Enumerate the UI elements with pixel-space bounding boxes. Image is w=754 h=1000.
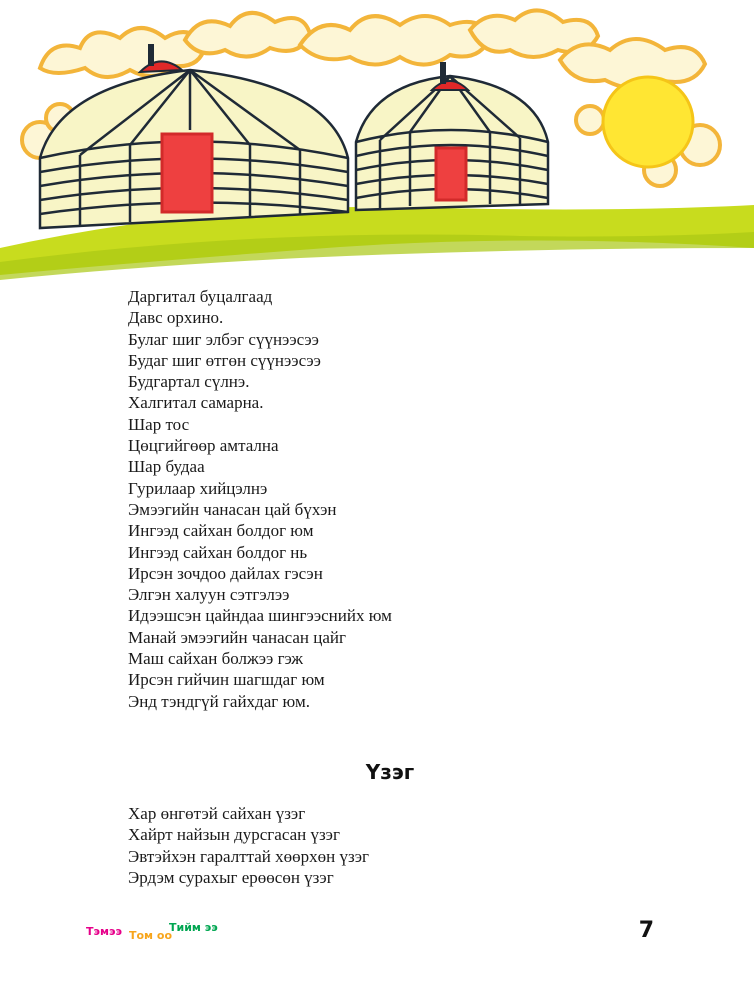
page-number: 7 [638,918,654,943]
poem-line: Энд тэндгүй гайхдаг юм. [128,691,310,711]
door [436,148,466,200]
poem-line: Цөцгийгөөр амтална [128,436,279,456]
door [162,134,212,212]
poem-line: Хар өнгөтэй сайхан үзэг [128,804,306,823]
poem-line: Ирсэн гийчин шагшдаг юм [128,670,325,690]
poem-line: Шар будаа [128,457,205,477]
poem-line: Маш сайхан болжээ гэж [128,649,303,669]
poem-line: Эмээгийн чанасан цай бүхэн [128,499,337,519]
logo-word: Тийм ээ [169,921,218,934]
poem-line: Гурилаар хийцэлнэ [128,478,268,498]
poem-line: Эрдэм сурахыг ерөөсөн үзэг [128,867,334,887]
poem-line: Будгартал сүлнэ. [128,372,250,392]
poem-line: Халгитал самарна. [128,393,264,413]
sun-icon [603,77,693,167]
poem-line: Ингээд сайхан болдог нь [128,542,308,562]
poem-line: Ирсэн зочдоо дайлах гэсэн [128,563,323,583]
poem-line: Булаг шиг элбэг сүүнээсээ [128,329,319,349]
poem-line: Идээшсэн цайндаа шингээснийх юм [128,606,392,626]
poem-line: Эвтэйхэн гаралттай хөөрхөн үзэг [128,846,369,866]
poem-line: Хайрт найзын дурсгасан үзэг [128,825,340,845]
series-logo [82,916,262,948]
logo-word: Тэмээ [86,925,123,938]
poem-line: Манай эмээгийн чанасан цайг [128,627,346,647]
poem-stanza [128,286,392,712]
poem-stanza [128,803,369,888]
poem-line: Элгэн халуун сэтгэлээ [128,585,290,605]
poem-line: Ингээд сайхан болдог юм [128,521,314,541]
poem-line: Даргитал буцалгаад [128,287,273,306]
poem-line: Шар тос [128,414,190,434]
poem-title: Үзэг [365,760,415,784]
logo-word: Том оо [129,929,172,942]
poem-line: Будаг шиг өтгөн сүүнээсээ [128,350,321,370]
poem-line: Давс орхино. [128,308,224,328]
yurt-illustration [0,0,754,290]
